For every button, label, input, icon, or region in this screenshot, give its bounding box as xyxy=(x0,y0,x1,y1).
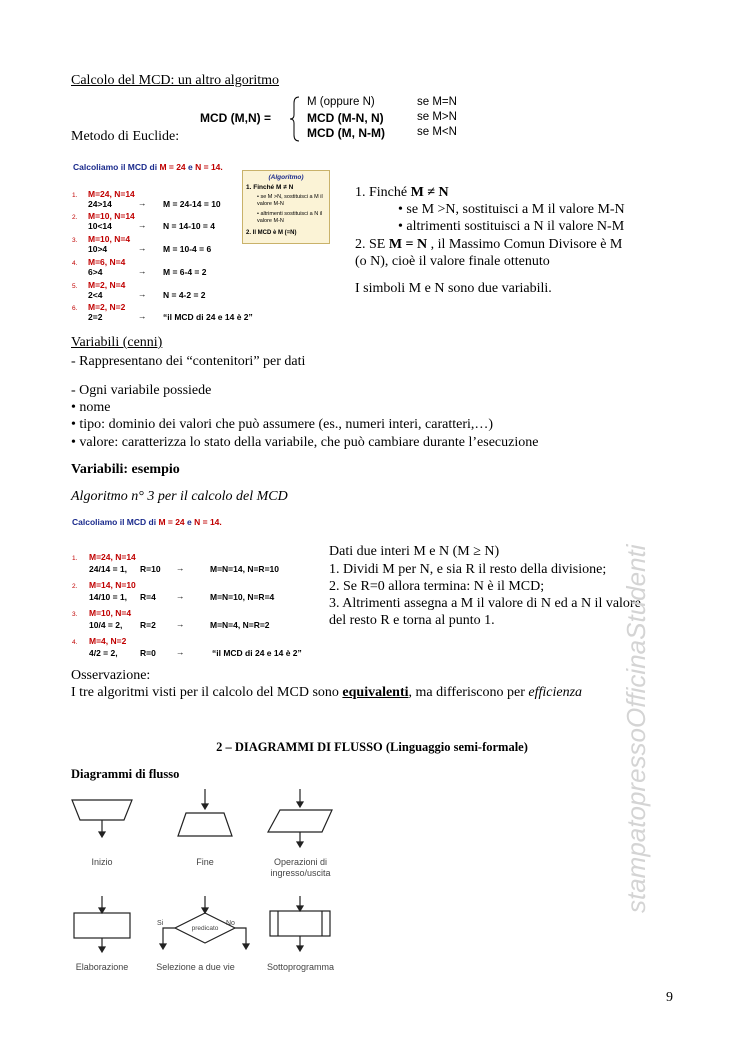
step-compare: 6>4 xyxy=(88,267,103,277)
example1-heading: Calcoliamo il MCD di M = 24 e N = 14. xyxy=(73,162,223,172)
variabili-example-title: Variabili: esempio xyxy=(71,462,180,477)
variabili-line-1: - Rappresentano dei “contenitori” per dati xyxy=(71,354,306,369)
algo-line-2: 2. SE M = N , il Massimo Comun Divisore è M xyxy=(355,237,623,252)
osservazione-text: I tre algoritmi visti per il calcolo del MCD sono equivalenti, ma differiscono per efficienza xyxy=(71,685,583,700)
algo-line-1: 1. Finché M ≠ N xyxy=(355,185,449,200)
step-result: N = 4-2 = 2 xyxy=(163,290,206,300)
step-number: 4. xyxy=(72,639,78,646)
step-division: 14/10 = 1, xyxy=(89,592,128,602)
algorithm-box-line2: 2. Il MCD è M (=N) xyxy=(246,230,297,236)
case-expr-3: MCD (M, N-M) xyxy=(307,126,385,140)
variabili-line-2: - Ogni variabile possiede xyxy=(71,383,212,398)
label-decision: Selezione a due vie xyxy=(156,962,235,972)
variabili-line-5: • valore: caratterizza lo stato della variabile, che può cambiare durante l’esecuzione xyxy=(71,435,539,450)
step-compare: 2<4 xyxy=(88,290,103,300)
step-result: M = 10-4 = 6 xyxy=(163,244,212,254)
arrow-icon: → xyxy=(176,619,185,629)
algo3-line-3: 2. Se R=0 allora termina: N è il MCD; xyxy=(329,579,545,594)
algo3-line-1: Dati due interi M e N (M ≥ N) xyxy=(329,544,500,559)
step-compare: 10>4 xyxy=(88,244,108,254)
watermark xyxy=(535,535,744,915)
algorithm-box-bullet2: • altrimenti sostituisci a N il valore M-N xyxy=(257,211,323,224)
label-no: No xyxy=(226,920,235,927)
arrow-icon: → xyxy=(176,563,185,573)
label-end: Fine xyxy=(196,857,214,867)
brace-icon xyxy=(289,95,303,143)
step-state: M=6, N=4 xyxy=(88,257,126,267)
section2-title: 2 – DIAGRAMMI DI FLUSSO (Linguaggio semi-formale) xyxy=(216,740,528,754)
step-state: M=14, N=10 xyxy=(89,580,136,590)
algo-line-4: I simboli M e N sono due variabili. xyxy=(355,281,552,296)
arrow-icon: → xyxy=(176,591,185,601)
case-expr-2: MCD (M-N, N) xyxy=(307,111,384,125)
step-rest: R=4 xyxy=(140,592,156,602)
arrow-icon: → xyxy=(138,198,147,208)
step-result: M = 6-4 = 2 xyxy=(163,267,207,277)
step-state: M=10, N=4 xyxy=(88,234,131,244)
step-number: 2. xyxy=(72,583,78,590)
step-result: N = 14-10 = 4 xyxy=(163,221,215,231)
algorithm-box-title: (Algoritmo) xyxy=(268,174,304,181)
algo3-line-5: del resto R e torna al punto 1. xyxy=(329,613,495,628)
formula-lhs: MCD (M,N) = xyxy=(200,111,271,125)
step-compare: 24>14 xyxy=(88,199,112,209)
step-result: M = 24-14 = 10 xyxy=(163,199,221,209)
step-division: 10/4 = 2, xyxy=(89,620,123,630)
end-shape xyxy=(178,789,232,836)
step-compare: 10<14 xyxy=(88,221,112,231)
section-title-mcd: Calcolo del MCD: un altro algoritmo xyxy=(71,73,280,88)
osservazione-label: Osservazione: xyxy=(71,668,151,683)
arrow-icon: → xyxy=(138,289,147,299)
step-result: M=N=14, N=R=10 xyxy=(210,564,279,574)
watermark-text: stampatopressoOfficinaStudenti xyxy=(621,544,651,913)
algo-line-3: (o N), cioè il valore finale ottenuto xyxy=(355,254,550,269)
algo3-line-2: 1. Dividi M per N, e sia R il resto della divisione; xyxy=(329,562,607,577)
label-si: Si xyxy=(157,920,164,927)
algorithm-box xyxy=(242,170,330,244)
label-io: Operazioni di ingresso/uscita xyxy=(270,857,331,878)
step-number: 5. xyxy=(72,283,78,290)
step-result: M=N=10, N=R=4 xyxy=(210,592,275,602)
step-rest: R=0 xyxy=(140,648,156,658)
method-label: Metodo di Euclide: xyxy=(71,129,180,144)
algorithm-box-line1: 1. Finché M ≠ N xyxy=(246,184,294,191)
step-number: 4. xyxy=(72,260,78,267)
step-state: M=24, N=14 xyxy=(88,189,135,199)
label-subprogram: Sottoprogramma xyxy=(266,962,335,972)
variabili-line-4: • tipo: dominio dei valori che può assumere (es., numeri interi, caratteri,…) xyxy=(71,417,494,432)
algo-bullet-1: • se M >N, sostituisci a M il valore M-N xyxy=(398,202,625,217)
step-state: M=24, N=14 xyxy=(89,552,136,562)
start-shape xyxy=(72,800,132,837)
step-state: M=2, N=2 xyxy=(88,302,126,312)
step-number: 1. xyxy=(72,192,78,199)
algo-bullet-2: • altrimenti sostituisci a N il valore N-M xyxy=(398,219,625,234)
decision-shape xyxy=(160,896,249,949)
step-number: 2. xyxy=(72,214,78,221)
step-result: “il MCD di 24 e 14 è 2” xyxy=(212,648,302,658)
step-division: 4/2 = 2, xyxy=(89,648,118,658)
case-cond-1: se M=N xyxy=(417,96,457,108)
subprogram-shape xyxy=(270,896,330,951)
variabili-title: Variabili (cenni) xyxy=(71,335,163,350)
algo3-line-4: 3. Altrimenti assegna a M il valore di N ed a N il valore xyxy=(329,596,641,611)
step-number: 6. xyxy=(72,305,78,312)
case-cond-2: se M>N xyxy=(417,111,457,123)
section2-subtitle: Diagrammi di flusso xyxy=(71,767,180,781)
step-division: 24/14 = 1, xyxy=(89,564,128,574)
process-shape xyxy=(74,896,130,952)
step-number: 3. xyxy=(72,611,78,618)
step-state: M=4, N=2 xyxy=(89,636,127,646)
arrow-icon: → xyxy=(138,266,147,276)
step-rest: R=2 xyxy=(140,620,156,630)
case-expr-1: M (oppure N) xyxy=(307,96,375,108)
arrow-icon: → xyxy=(138,311,147,321)
algorithm-box-bullet1: • se M >N, sostituisci a M il valore M-N xyxy=(257,194,323,207)
step-rest: R=10 xyxy=(140,564,161,574)
io-shape xyxy=(268,789,332,847)
label-predicate: predicato xyxy=(191,925,219,932)
step-state: M=10, N=14 xyxy=(88,211,135,221)
step-state: M=10, N=4 xyxy=(89,608,132,618)
step-state: M=2, N=4 xyxy=(88,280,126,290)
example2-heading: Calcoliamo il MCD di M = 24 e N = 14. xyxy=(72,517,222,527)
step-compare: 2=2 xyxy=(88,312,103,322)
arrow-icon: → xyxy=(138,220,147,230)
label-start: Inizio xyxy=(91,857,113,867)
step-number: 1. xyxy=(72,555,78,562)
algo3-title: Algoritmo n° 3 per il calcolo del MCD xyxy=(71,489,288,504)
step-result: “il MCD di 24 e 14 è 2” xyxy=(163,312,253,322)
step-number: 3. xyxy=(72,237,78,244)
variabili-line-3: • nome xyxy=(71,400,111,415)
arrow-icon: → xyxy=(138,243,147,253)
step-result: M=N=4, N=R=2 xyxy=(210,620,270,630)
flowchart-symbols xyxy=(60,788,360,978)
label-process: Elaborazione xyxy=(75,962,129,972)
page-number: 9 xyxy=(666,990,673,1005)
case-cond-3: se M<N xyxy=(417,126,457,138)
arrow-icon: → xyxy=(176,647,185,657)
